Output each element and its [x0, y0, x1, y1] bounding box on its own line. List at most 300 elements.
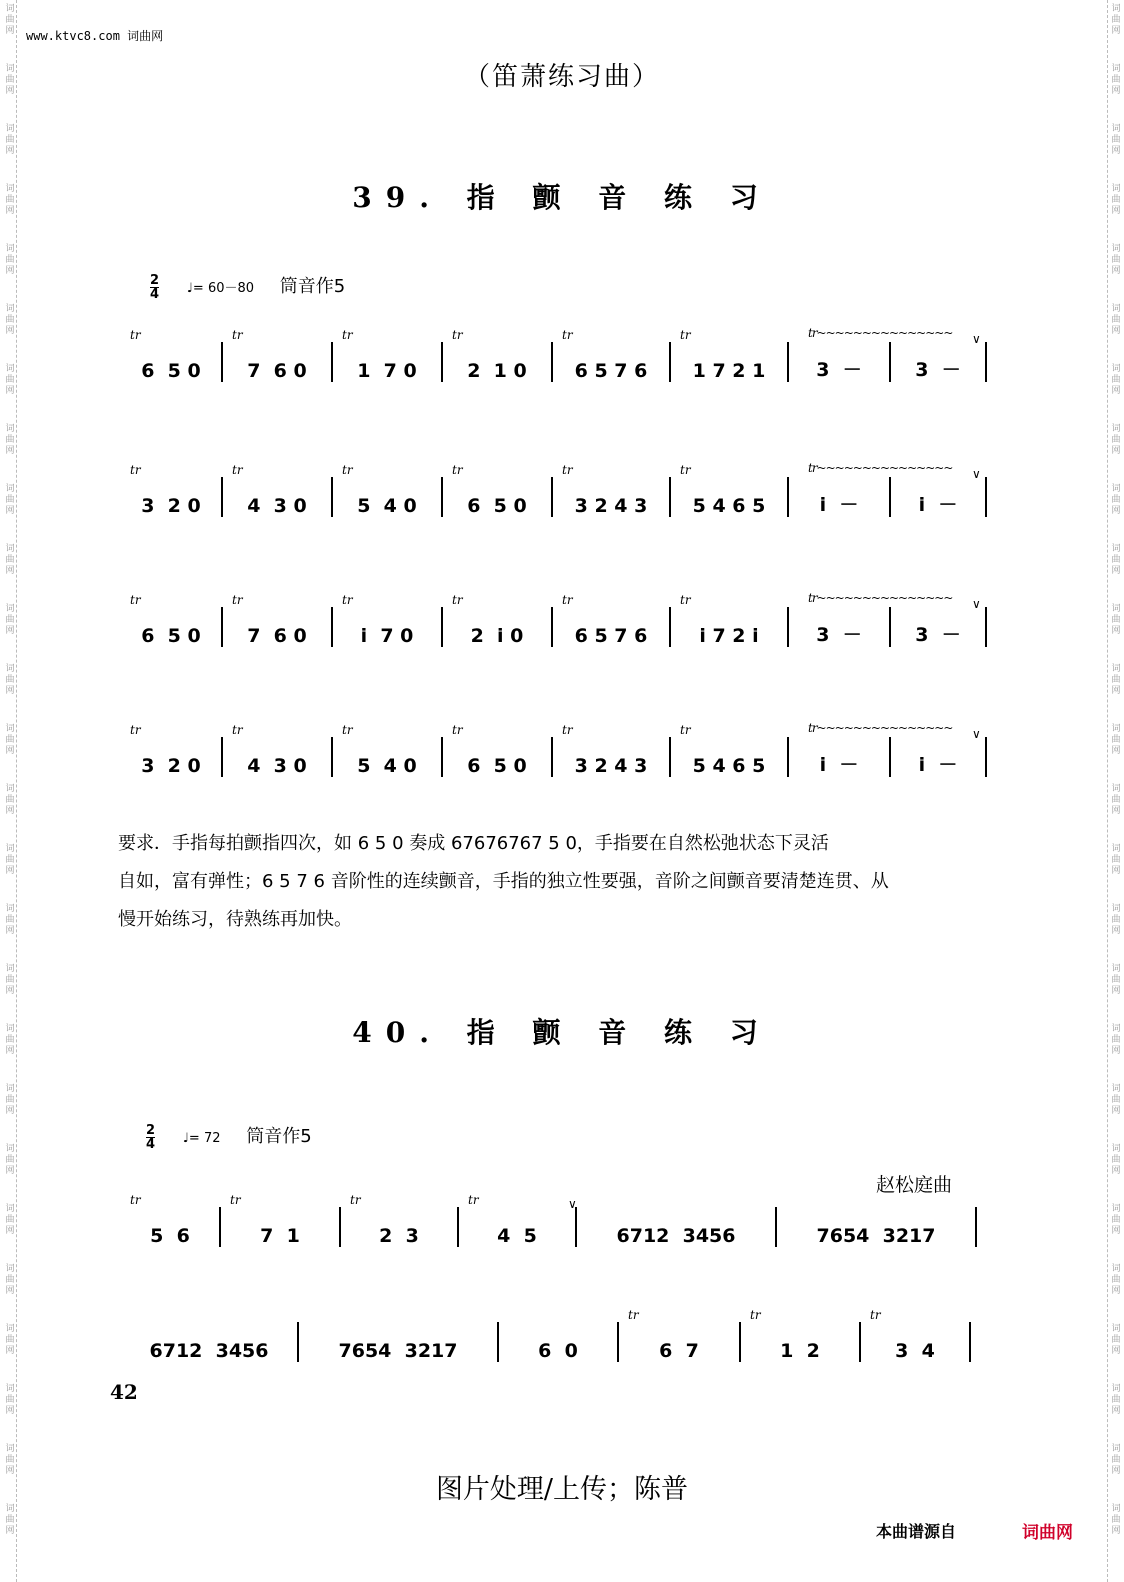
measure — [670, 585, 788, 655]
side-watermark — [2, 544, 18, 577]
side-watermark-char: 网 — [5, 866, 15, 876]
measure-notes: 2 1 0 — [467, 360, 527, 382]
trill-mark: tr — [342, 593, 353, 607]
measure — [332, 320, 442, 390]
measure-notes: 7654 3217 — [338, 1340, 458, 1362]
side-watermark — [2, 484, 18, 517]
side-watermark-char: 词 — [5, 1444, 15, 1454]
measure-notes: i 7 0 — [360, 625, 414, 647]
trill-mark: tr — [130, 593, 141, 607]
side-watermark — [2, 304, 18, 337]
side-watermark-char: 曲 — [5, 675, 15, 685]
side-watermark-char: 网 — [5, 446, 15, 456]
measure — [120, 1185, 220, 1255]
side-watermark-char: 网 — [1111, 626, 1121, 636]
measure — [120, 455, 222, 525]
staff-line — [120, 715, 1000, 785]
side-watermark-char: 网 — [1111, 746, 1121, 756]
side-watermark-char: 词 — [1111, 784, 1121, 794]
trill-mark: tr — [232, 593, 243, 607]
measure-notes: 3 － — [816, 624, 862, 646]
side-watermark-char: 曲 — [1111, 1095, 1121, 1105]
measure — [220, 1185, 340, 1255]
side-watermark-char: 词 — [1111, 184, 1121, 194]
side-watermark-char: 曲 — [1111, 1395, 1121, 1405]
side-watermark-char: 词 — [5, 544, 15, 554]
side-watermark-char: 曲 — [5, 855, 15, 865]
measure-notes: 4 3 0 — [247, 495, 307, 517]
trill-mark: tr — [130, 1193, 141, 1207]
measure-notes: 3 4 — [895, 1340, 935, 1362]
ex40-time-signature: $\frac{2}{4}$ — [146, 1122, 156, 1152]
measure-notes: 2 i 0 — [470, 625, 524, 647]
trill-mark: tr — [680, 723, 691, 737]
trill-mark: tr — [452, 593, 463, 607]
exercise-40-title: 40. 指 颤 音 练 习 — [352, 1016, 772, 1049]
measure — [222, 320, 332, 390]
side-watermark-char: 词 — [5, 904, 15, 914]
side-watermark-char: 词 — [1111, 1504, 1121, 1514]
measure — [442, 715, 552, 785]
measure — [498, 1300, 618, 1370]
side-watermark-char: 网 — [1111, 206, 1121, 216]
composer: 赵松庭曲 — [876, 1174, 953, 1196]
measure-notes: 6 5 0 — [467, 755, 527, 777]
side-watermark — [2, 1144, 18, 1177]
side-watermark-char: 网 — [1111, 566, 1121, 576]
side-watermark-char: 网 — [5, 746, 15, 756]
breath-mark: ∨ — [972, 727, 981, 741]
measure — [776, 1185, 976, 1255]
side-watermark-char: 曲 — [1111, 675, 1121, 685]
side-watermark-char: 词 — [1111, 904, 1121, 914]
side-watermark-char: 曲 — [5, 255, 15, 265]
side-watermark-char: 网 — [1111, 1106, 1121, 1116]
side-watermark-char: 曲 — [5, 1095, 15, 1105]
measure — [222, 455, 332, 525]
side-watermark-char: 曲 — [5, 15, 15, 25]
measure — [670, 715, 788, 785]
side-watermark-char: 词 — [5, 424, 15, 434]
measure-notes: i 7 2 i — [699, 625, 759, 647]
ex39-requirements — [118, 825, 988, 939]
side-watermark-char: 曲 — [5, 1335, 15, 1345]
side-watermark-char: 曲 — [1111, 735, 1121, 745]
measure — [552, 320, 670, 390]
ex39-key: 筒音作5 — [279, 276, 346, 297]
trill-mark: tr — [468, 1193, 479, 1207]
side-watermark-char: 词 — [5, 64, 15, 74]
side-watermark-char: 网 — [5, 326, 15, 336]
staff-line — [120, 1185, 1000, 1255]
side-watermark-char: 网 — [5, 1106, 15, 1116]
measure — [332, 715, 442, 785]
side-watermark-char: 曲 — [1111, 1275, 1121, 1285]
barline — [985, 477, 987, 517]
measure — [618, 1300, 740, 1370]
side-watermark — [1108, 1204, 1124, 1237]
side-watermark-char: 网 — [5, 386, 15, 396]
measure — [298, 1300, 498, 1370]
ex39-time-signature: $\frac{2}{4}$ — [150, 272, 160, 302]
side-watermark-char: 曲 — [5, 375, 15, 385]
measure — [458, 1185, 576, 1255]
side-watermark-char: 词 — [5, 184, 15, 194]
measure-notes: 5 6 — [150, 1225, 190, 1247]
side-watermark-char: 曲 — [1111, 255, 1121, 265]
side-watermark-char: 曲 — [5, 735, 15, 745]
side-watermark-char: 词 — [1111, 64, 1121, 74]
staff-line — [120, 1300, 1000, 1370]
measure-notes: 6 5 0 — [467, 495, 527, 517]
side-watermark-char: 词 — [5, 1144, 15, 1154]
staff-line — [120, 320, 1000, 390]
side-watermark-char: 曲 — [1111, 75, 1121, 85]
side-watermark — [1108, 124, 1124, 157]
side-watermark-char: 曲 — [1111, 615, 1121, 625]
side-watermark-char: 词 — [1111, 1204, 1121, 1214]
side-watermark-char: 网 — [1111, 386, 1121, 396]
side-watermark-char: 曲 — [1111, 1335, 1121, 1345]
trill-mark: tr — [452, 328, 463, 342]
side-watermark-char: 曲 — [1111, 195, 1121, 205]
side-watermark-char: 词 — [5, 244, 15, 254]
measure-notes: 4 3 0 — [247, 755, 307, 777]
measure-notes: 3 － — [915, 359, 961, 381]
measure — [222, 715, 332, 785]
side-watermark-char: 词 — [5, 844, 15, 854]
side-watermark-char: 曲 — [1111, 495, 1121, 505]
side-watermark-char: 网 — [1111, 326, 1121, 336]
side-watermark-char: 网 — [5, 566, 15, 576]
measure — [442, 585, 552, 655]
side-watermark-char: 词 — [1111, 124, 1121, 134]
side-watermark-char: 网 — [1111, 266, 1121, 276]
side-watermark-char: 曲 — [5, 135, 15, 145]
side-watermark-char: 词 — [5, 724, 15, 734]
measure — [332, 585, 442, 655]
side-watermark-char: 曲 — [5, 1275, 15, 1285]
side-watermark-char: 网 — [5, 1466, 15, 1476]
side-watermark-char: 词 — [5, 364, 15, 374]
side-watermark-char: 词 — [1111, 544, 1121, 554]
measure-notes: 6712 3456 — [149, 1340, 269, 1362]
side-watermark-char: 网 — [1111, 506, 1121, 516]
measure-notes: 7 6 0 — [247, 360, 307, 382]
trill-mark: tr — [562, 593, 573, 607]
measure-notes: 6 0 — [538, 1340, 578, 1362]
side-watermark-char: 词 — [1111, 364, 1121, 374]
measure — [340, 1185, 458, 1255]
measure-notes: i － — [819, 754, 859, 776]
side-watermark-char: 曲 — [5, 1395, 15, 1405]
breath-mark: ∨ — [972, 597, 981, 611]
measure-notes: i － — [819, 494, 859, 516]
side-watermark-char: 词 — [1111, 484, 1121, 494]
side-watermark — [2, 784, 18, 817]
side-watermark-char: 词 — [5, 964, 15, 974]
measure-notes: 5 4 6 5 — [692, 495, 766, 517]
measure-notes: 7 1 — [260, 1225, 300, 1247]
side-watermark-char: 曲 — [5, 315, 15, 325]
measure-notes: 4 5 — [497, 1225, 537, 1247]
side-watermark-char: 曲 — [5, 615, 15, 625]
side-watermark-char: 词 — [1111, 964, 1121, 974]
side-watermark — [2, 904, 18, 937]
side-watermark — [1108, 604, 1124, 637]
side-watermark-char: 词 — [1111, 1384, 1121, 1394]
trill-mark: tr — [562, 463, 573, 477]
side-watermark-char: 网 — [5, 1406, 15, 1416]
exercise-39-title: 39. 指 颤 音 练 习 — [352, 181, 772, 214]
side-watermark-char: 曲 — [5, 435, 15, 445]
side-watermark-char: 曲 — [5, 795, 15, 805]
measure-notes: 1 2 — [780, 1340, 820, 1362]
side-watermark-char: 网 — [5, 1526, 15, 1536]
side-watermark-char: 网 — [1111, 1166, 1121, 1176]
side-watermark-char: 网 — [5, 1286, 15, 1296]
side-watermark-char: 词 — [5, 1024, 15, 1034]
trill-mark: tr — [750, 1308, 761, 1322]
trill-mark: tr — [342, 723, 353, 737]
side-watermark-char: 网 — [5, 86, 15, 96]
side-watermark-char: 网 — [5, 1346, 15, 1356]
measure — [860, 1300, 970, 1370]
measure-notes: 6 5 0 — [141, 360, 201, 382]
measure-notes: 1 7 0 — [357, 360, 417, 382]
side-watermark-char: 词 — [1111, 604, 1121, 614]
side-watermark-char: 词 — [5, 4, 15, 14]
side-watermark-char: 网 — [1111, 1526, 1121, 1536]
side-watermark-char: 曲 — [5, 1035, 15, 1045]
requirement-line: 要求．手指每拍颤指四次，如 6 5 0 奏成 67676767 5 0，手指要在自然松弛状态下灵活 — [118, 833, 829, 854]
side-watermark-char: 曲 — [5, 75, 15, 85]
side-watermark-char: 曲 — [5, 975, 15, 985]
side-watermark-char: 曲 — [1111, 1455, 1121, 1465]
side-watermark — [1108, 1504, 1124, 1537]
side-watermark-char: 网 — [1111, 446, 1121, 456]
side-watermark-char: 网 — [1111, 146, 1121, 156]
side-watermark-char: 网 — [5, 626, 15, 636]
barline — [985, 607, 987, 647]
side-watermark — [2, 424, 18, 457]
trill-mark: tr — [342, 463, 353, 477]
book-title: （笛萧练习曲） — [463, 62, 660, 92]
trill-mark: tr — [232, 328, 243, 342]
side-watermark-char: 词 — [5, 784, 15, 794]
measure — [552, 455, 670, 525]
side-watermark — [2, 124, 18, 157]
side-watermark-char: 网 — [5, 1046, 15, 1056]
measure — [670, 455, 788, 525]
requirement-line: 自如，富有弹性；6 5 7 6 音阶性的连续颤音，手指的独立性要强，音阶之间颤音要清楚连贯、从 — [118, 871, 889, 892]
side-watermark-char: 词 — [1111, 304, 1121, 314]
measure-notes: 6 5 7 6 — [574, 360, 648, 382]
side-watermark-char: 曲 — [1111, 15, 1121, 25]
side-watermark-char: 曲 — [1111, 855, 1121, 865]
side-watermark-char: 网 — [1111, 926, 1121, 936]
barline — [969, 1322, 971, 1362]
side-watermark — [1108, 1144, 1124, 1177]
measure-notes: 7 6 0 — [247, 625, 307, 647]
measure-notes: 7654 3217 — [816, 1225, 936, 1247]
side-watermark-char: 词 — [5, 1384, 15, 1394]
side-watermark-char: 词 — [5, 124, 15, 134]
trill-mark: tr — [452, 723, 463, 737]
barline — [975, 1207, 977, 1247]
measure-notes: 5 4 0 — [357, 495, 417, 517]
side-watermark-char: 曲 — [1111, 315, 1121, 325]
trill-line: tr~~~~~~~~~~~~~~~ — [808, 461, 953, 475]
side-watermark — [1108, 664, 1124, 697]
side-watermark-char: 曲 — [1111, 135, 1121, 145]
trill-line: tr~~~~~~~~~~~~~~~ — [808, 326, 953, 340]
side-watermark — [2, 364, 18, 397]
trill-mark: tr — [628, 1308, 639, 1322]
side-watermark-char: 词 — [5, 1084, 15, 1094]
measure-notes: 6712 3456 — [616, 1225, 736, 1247]
side-watermark — [1108, 904, 1124, 937]
trill-mark: tr — [350, 1193, 361, 1207]
side-watermark-char: 词 — [5, 304, 15, 314]
trill-mark: tr — [562, 723, 573, 737]
side-watermark-char: 曲 — [1111, 1155, 1121, 1165]
side-watermark-char: 曲 — [5, 1155, 15, 1165]
side-watermark-char: 网 — [5, 146, 15, 156]
measure-notes: 6 5 7 6 — [574, 625, 648, 647]
measure-notes: 5 4 6 5 — [692, 755, 766, 777]
side-watermark-char: 曲 — [1111, 555, 1121, 565]
trill-mark: tr — [130, 463, 141, 477]
side-watermark — [2, 1204, 18, 1237]
side-watermark-char: 网 — [5, 26, 15, 36]
trill-mark: tr — [680, 463, 691, 477]
side-watermark-char: 网 — [1111, 1346, 1121, 1356]
trill-mark: tr — [230, 1193, 241, 1207]
side-watermark — [2, 244, 18, 277]
measure — [120, 320, 222, 390]
trill-mark: tr — [870, 1308, 881, 1322]
side-watermark — [2, 1504, 18, 1537]
side-watermark-char: 词 — [1111, 1144, 1121, 1154]
side-watermark — [2, 4, 18, 37]
measure — [552, 715, 670, 785]
side-watermark — [2, 664, 18, 697]
side-watermark-char: 词 — [1111, 844, 1121, 854]
trill-mark: tr — [562, 328, 573, 342]
side-watermark-char: 网 — [1111, 1466, 1121, 1476]
trill-mark: tr — [130, 723, 141, 737]
measure-notes: 3 2 0 — [141, 495, 201, 517]
trill-mark: tr — [232, 723, 243, 737]
ex39-tempo: ♩= 60－80 — [186, 281, 255, 296]
footer-source-label: 本曲谱源自 — [876, 1522, 957, 1541]
side-watermark-char: 曲 — [5, 1515, 15, 1525]
side-watermark-char: 词 — [1111, 4, 1121, 14]
page-number: 42 — [110, 1380, 138, 1404]
side-watermark — [1108, 1084, 1124, 1117]
ex40-tempo: ♩= 72 — [182, 1131, 221, 1146]
upload-credit: 图片处理/上传；陈普 — [435, 1474, 689, 1505]
trill-mark: tr — [130, 328, 141, 342]
side-watermark-char: 网 — [5, 266, 15, 276]
side-watermark — [1108, 1384, 1124, 1417]
side-watermark-char: 曲 — [5, 495, 15, 505]
side-watermark — [2, 964, 18, 997]
side-watermark-char: 网 — [1111, 1286, 1121, 1296]
side-watermark-char: 网 — [5, 806, 15, 816]
side-watermark-char: 网 — [1111, 1046, 1121, 1056]
side-watermark-char: 词 — [5, 604, 15, 614]
side-watermark-char: 网 — [5, 206, 15, 216]
measure-notes: 1 7 2 1 — [692, 360, 766, 382]
trill-mark: tr — [452, 463, 463, 477]
side-watermark-char: 词 — [1111, 1084, 1121, 1094]
requirement-line: 慢开始练习，待熟练再加快。 — [118, 909, 352, 930]
measure-notes: 6 5 0 — [141, 625, 201, 647]
measure — [222, 585, 332, 655]
side-watermark — [1108, 364, 1124, 397]
trill-mark: tr — [342, 328, 353, 342]
side-watermark-char: 曲 — [1111, 1515, 1121, 1525]
measure-notes: 3 2 0 — [141, 755, 201, 777]
side-watermark-char: 曲 — [1111, 975, 1121, 985]
side-watermark-char: 网 — [1111, 86, 1121, 96]
measure-notes: 2 3 — [379, 1225, 419, 1247]
measure-notes: i － — [918, 754, 958, 776]
side-watermark — [2, 1084, 18, 1117]
side-watermark — [1108, 304, 1124, 337]
side-watermark — [1108, 784, 1124, 817]
side-watermark-char: 网 — [1111, 1406, 1121, 1416]
barline — [985, 737, 987, 777]
side-watermark — [1108, 724, 1124, 757]
side-watermark-char: 词 — [5, 1324, 15, 1334]
side-watermark-char: 网 — [1111, 866, 1121, 876]
side-watermark-char: 曲 — [1111, 795, 1121, 805]
side-watermark — [2, 844, 18, 877]
side-watermark-char: 网 — [5, 1226, 15, 1236]
side-watermark — [2, 1264, 18, 1297]
staff-line — [120, 455, 1000, 525]
side-watermark-char: 词 — [5, 1264, 15, 1274]
measure-notes: 3 － — [816, 359, 862, 381]
breath-mark: ∨ — [568, 1197, 577, 1211]
side-watermark-char: 曲 — [5, 915, 15, 925]
side-watermark-char: 词 — [1111, 664, 1121, 674]
measure — [552, 585, 670, 655]
side-watermark — [2, 724, 18, 757]
side-watermark-char: 词 — [5, 1504, 15, 1514]
footer-site-link[interactable]: 词曲网 — [1022, 1523, 1073, 1543]
side-watermark-char: 词 — [1111, 1024, 1121, 1034]
ex40-meta — [146, 1122, 312, 1151]
side-watermark-char: 曲 — [5, 1455, 15, 1465]
side-watermark — [1108, 1264, 1124, 1297]
side-watermark-char: 曲 — [1111, 435, 1121, 445]
measure — [120, 1300, 298, 1370]
staff-line — [120, 585, 1000, 655]
side-watermark-char: 词 — [5, 484, 15, 494]
side-watermark-char: 曲 — [5, 1215, 15, 1225]
measure — [442, 320, 552, 390]
ex40-key: 筒音作5 — [246, 1126, 312, 1147]
side-watermark-char: 网 — [1111, 806, 1121, 816]
side-watermark-char: 词 — [1111, 424, 1121, 434]
side-watermark-char: 网 — [1111, 26, 1121, 36]
side-watermark — [1108, 4, 1124, 37]
side-watermark-char: 网 — [5, 506, 15, 516]
